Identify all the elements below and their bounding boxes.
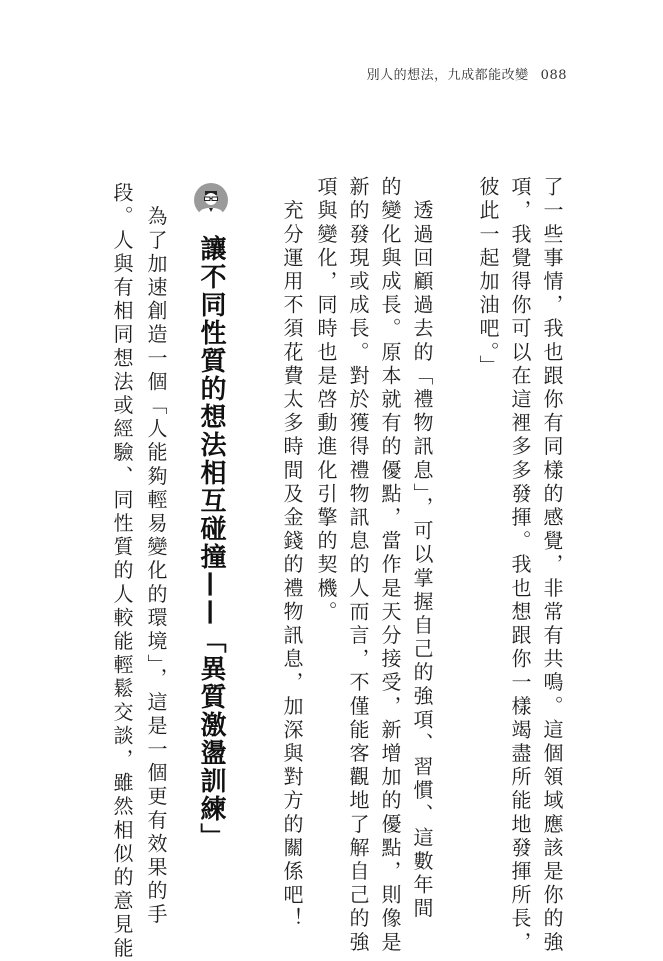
header-title: 別人的想法，九成都能改變	[366, 68, 529, 83]
page-number: 088	[540, 68, 567, 83]
text-column-3: 彼此一起加油吧。」	[476, 176, 500, 379]
text-column-6: 新的發現或成長。對於獲得禮物訊息的人而言，不僅能客觀地了解自己的強	[346, 176, 370, 955]
running-header	[367, 64, 567, 83]
text-column-4: 透過回顧過去的「禮物訊息」，可以掌握自己的強項、習慣、這數年間	[410, 176, 434, 922]
text-column-1: 了一些事情，我也跟你有同樣的感覺，非常有共鳴。這個領域應該是你的強	[540, 176, 564, 955]
section-heading: 讓不同性質的想法相互碰撞——「異質激盪訓練」	[196, 235, 226, 851]
text-column-8: 充分運用不須花費太多時間及金錢的禮物訊息，加深與對方的關係吧！	[280, 176, 304, 932]
text-column-10: 段。人與有相同想法或經驗、同性質的人較能輕鬆交談，雖然相似的意見能	[110, 182, 134, 961]
author-avatar-icon	[193, 182, 229, 218]
text-column-9: 為了加速創造一個「人能夠輕易變化的環境」，這是一個更有效果的手	[144, 182, 168, 928]
text-column-2: 項，我覺得你可以在這裡多多發揮。我也想跟你一樣竭盡所能地發揮所長，	[508, 176, 532, 955]
text-column-5: 的變化與成長。原本就有的優點，當作是天分接受，新增加的優點，則像是	[378, 176, 402, 955]
text-column-7: 項與變化，同時也是啓動進化引擎的契機。	[314, 176, 338, 625]
